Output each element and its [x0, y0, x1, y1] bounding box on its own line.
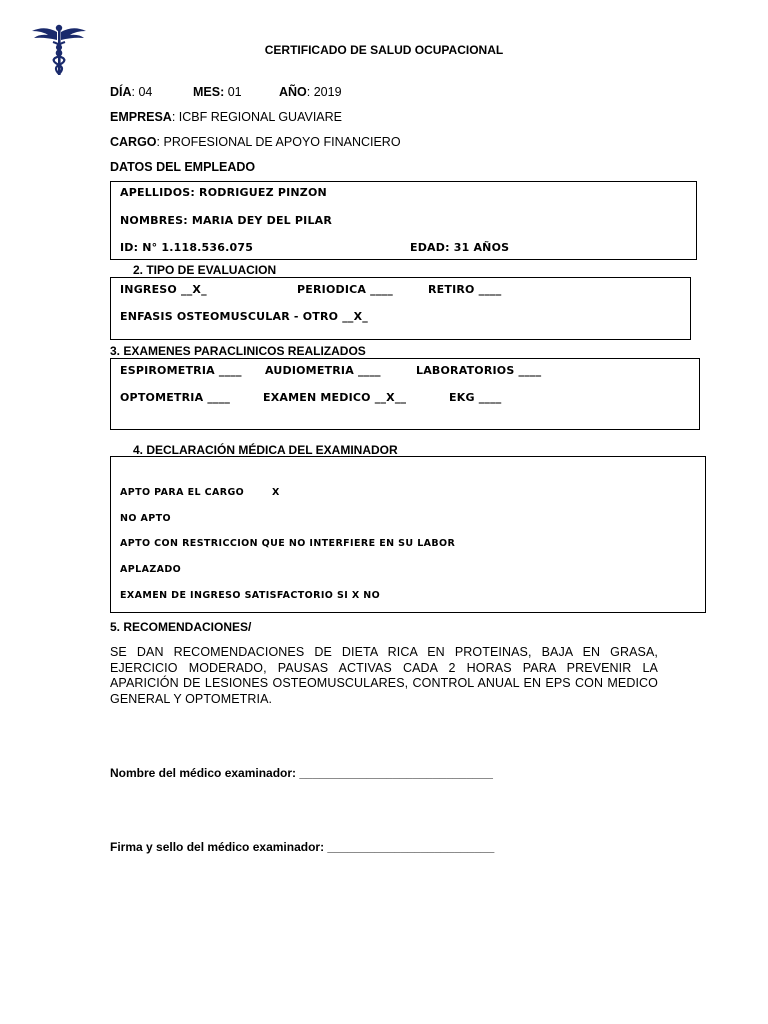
doctor-name-line: Nombre del médico examinador: _____________________________	[110, 766, 493, 780]
recommendations-title: 5. RECOMENDACIONES/	[110, 620, 252, 634]
company-field: EMPRESA: ICBF REGIONAL GUAVIARE	[110, 110, 343, 124]
employee-surnames: APELLIDOS: RODRIGUEZ PINZON	[120, 186, 327, 199]
evaluation-periodica: PERIODICA ____	[297, 283, 393, 296]
recommendations-text: SE DAN RECOMENDACIONES DE DIETA RICA EN PROTEINAS, BAJA EN GRASA, EJERCICIO MODERADO, PAUSAS ACTIVAS CADA 2 HORAS PARA PREVENIR LA APARICIÓN DE LESIONES OSTEOMUSCULARES, CONTROL ANUAL EN EPS CON MEDICO GENERAL Y OPTOMETRIA.	[110, 645, 658, 706]
employee-names: NOMBRES: MARIA DEY DEL PILAR	[120, 214, 333, 227]
declaration-no-apto: NO APTO	[120, 513, 172, 524]
year-field: AÑO: 2019	[279, 85, 342, 99]
evaluation-title: 2. TIPO DE EVALUACION	[133, 263, 277, 277]
position-field: CARGO: PROFESIONAL DE APOYO FINANCIERO	[110, 135, 401, 149]
exam-examen-medico: EXAMEN MEDICO __X__	[263, 391, 407, 404]
doctor-signature-line: Firma y sello del médico examinador: _________________________	[110, 840, 495, 854]
document-title: CERTIFICADO DE SALUD OCUPACIONAL	[264, 43, 504, 57]
exam-espirometria: ESPIROMETRIA ____	[120, 364, 242, 377]
day-field: DÍA: 04	[110, 85, 153, 99]
declaration-apto: APTO PARA EL CARGO	[120, 487, 245, 498]
employee-section-title: DATOS DEL EMPLEADO	[110, 160, 256, 174]
declaration-apto-restriccion: APTO CON RESTRICCION QUE NO INTERFIERE EN SU LABOR	[120, 538, 456, 549]
month-field: MES: 01	[193, 85, 242, 99]
exams-title: 3. EXAMENES PARACLINICOS REALIZADOS	[110, 344, 366, 358]
declaration-title: 4. DECLARACIÓN MÉDICA DEL EXAMINADOR	[133, 443, 398, 457]
declaration-apto-mark: X	[272, 487, 280, 498]
exam-laboratorios: LABORATORIOS ____	[416, 364, 542, 377]
declaration-aplazado: APLAZADO	[120, 564, 182, 575]
employee-age: EDAD: 31 AÑOS	[410, 241, 510, 254]
evaluation-ingreso: INGRESO __X_	[120, 283, 207, 296]
evaluation-retiro: RETIRO ____	[428, 283, 502, 296]
exam-ekg: EKG ____	[449, 391, 502, 404]
exam-optometria: OPTOMETRIA ____	[120, 391, 231, 404]
evaluation-enfasis: ENFASIS OSTEOMUSCULAR - OTRO __X_	[120, 310, 369, 323]
exam-audiometria: AUDIOMETRIA ____	[265, 364, 381, 377]
employee-id: ID: N° 1.118.536.075	[120, 241, 254, 254]
declaration-examen-ingreso: EXAMEN DE INGRESO SATISFACTORIO SI X NO	[120, 590, 381, 601]
